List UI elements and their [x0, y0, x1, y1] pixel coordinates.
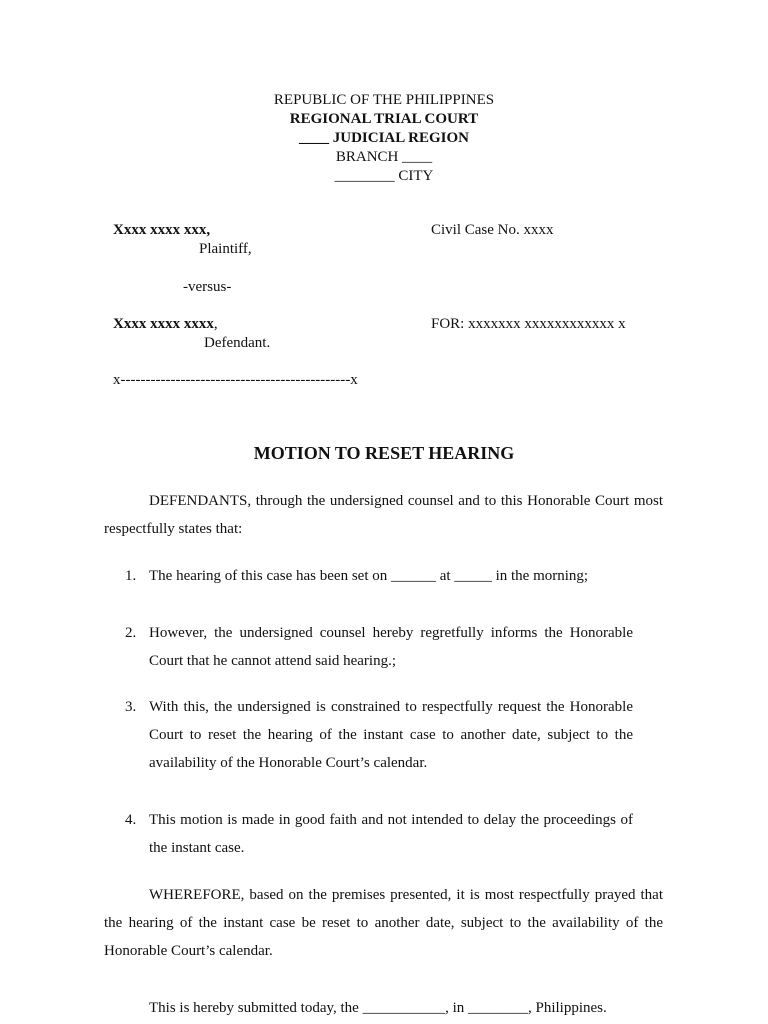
item-1-number: 1. — [125, 568, 137, 584]
defendant-name — [113, 315, 218, 333]
case-number: Civil Case No. xxxx — [431, 222, 554, 238]
item-2-text: However, the undersigned counsel hereby regretfully informs the Honorable Court that he cannot attend said hearing.; — [149, 625, 633, 669]
versus-label: -versus- — [183, 279, 232, 295]
document-title: MOTION TO RESET HEARING — [253, 443, 515, 463]
item-1-text: The hearing of this case has been set on ______ at _____ in the morning; — [149, 568, 589, 584]
for-line: FOR: xxxxxxx xxxxxxxxxxxx x — [431, 316, 626, 332]
header-republic: REPUBLIC OF THE PHILIPPINES — [273, 92, 495, 108]
submission-line: This is hereby submitted today, the ___________, in ________, Philippines. — [149, 1000, 607, 1016]
item-4-text: This motion is made in good faith and not intended to delay the proceedings of the instant case. — [149, 812, 633, 856]
header-city: ________ CITY — [334, 168, 434, 184]
plaintiff-name: Xxxx xxxx xxx, — [113, 222, 211, 238]
item-2-number: 2. — [125, 625, 137, 641]
header-region: ____ JUDICIAL REGION — [298, 130, 470, 146]
defendant-name-comma: , — [213, 316, 218, 332]
header-court: REGIONAL TRIAL COURT — [289, 111, 479, 127]
intro-paragraph — [104, 487, 663, 543]
plaintiff-role: Plaintiff, — [199, 241, 252, 257]
caption-separator: x----------------------------------------------x — [113, 372, 358, 388]
header-branch: BRANCH ____ — [335, 149, 433, 165]
intro-text: DEFENDANTS, through the undersigned counsel and to this Honorable Court most respectfully states that: — [104, 493, 663, 537]
defendant-name-text: Xxxx xxxx xxxx — [113, 316, 214, 332]
wherefore-text: WHEREFORE, based on the premises presented, it is most respectfully prayed that the hearing of the instant case be reset to another date, subject to the availability of the Honorable Court’s calendar. — [104, 887, 663, 959]
item-4-number: 4. — [125, 812, 137, 828]
item-3-number: 3. — [125, 699, 137, 715]
wherefore-paragraph — [104, 881, 663, 965]
item-3-text: With this, the undersigned is constrained to respectfully request the Honorable Court to reset the hearing of the instant case to another date, subject to the availability of the Honorable Court’s calendar. — [149, 699, 633, 771]
defendant-role: Defendant. — [204, 335, 271, 351]
